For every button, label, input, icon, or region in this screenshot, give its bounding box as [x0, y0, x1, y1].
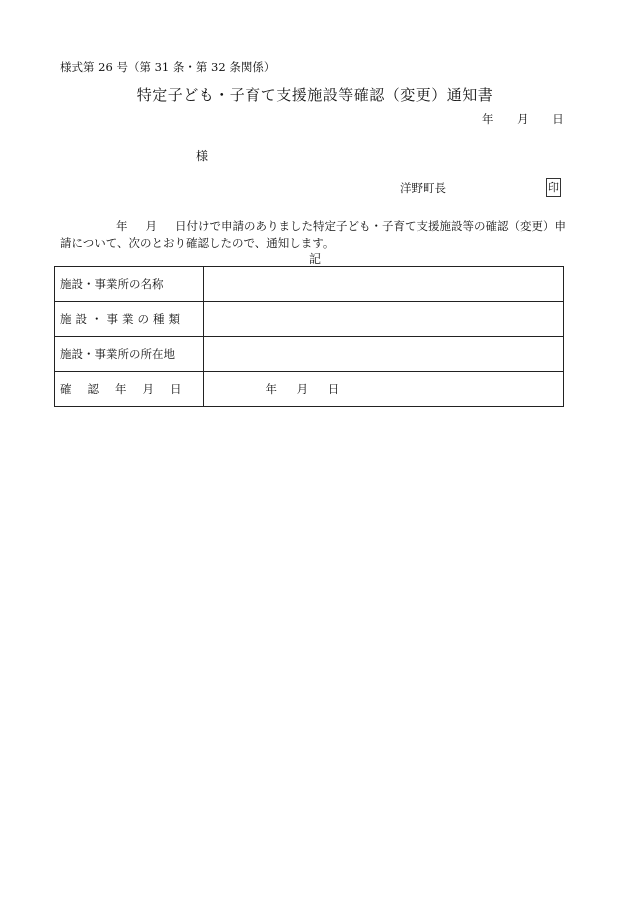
document-title: 特定子ども・子育て支援施設等確認（変更）通知書 — [136, 86, 494, 104]
row-value-confirmation-date: 年 月 日 — [203, 372, 564, 407]
body-month: 月 — [145, 219, 157, 233]
issuer-name: 洋野町長 — [400, 181, 446, 195]
row-value-facility-name — [203, 267, 564, 302]
issue-date: 年 月 日 — [482, 112, 564, 126]
row-value-facility-type — [203, 302, 564, 337]
table-row — [55, 267, 564, 302]
seal-box: 印 — [546, 178, 561, 197]
row-label-facility-name: 施設・事業所の名称 — [55, 267, 204, 302]
body-paragraph — [60, 218, 575, 252]
row-label-facility-type: 施設・事業の種類 — [55, 302, 204, 337]
row-label-confirmation-date: 確認年月日 — [55, 372, 204, 407]
ki-heading: 記 — [308, 252, 321, 266]
details-table — [54, 266, 564, 407]
form-number: 様式第 26 号（第 31 条・第 32 条関係） — [60, 60, 276, 74]
addressee-suffix: 様 — [196, 149, 209, 163]
table-row — [55, 372, 564, 407]
table-row — [55, 337, 564, 372]
table-row — [55, 302, 564, 337]
row-value-facility-address — [203, 337, 564, 372]
body-text: 日付けで申請のありました特定子ども・子育て支援施設等の確認（変更）申請について、次のとおり確認したので、通知します。 — [60, 219, 566, 250]
row-label-facility-address: 施設・事業所の所在地 — [55, 337, 204, 372]
body-year: 年 — [116, 219, 128, 233]
